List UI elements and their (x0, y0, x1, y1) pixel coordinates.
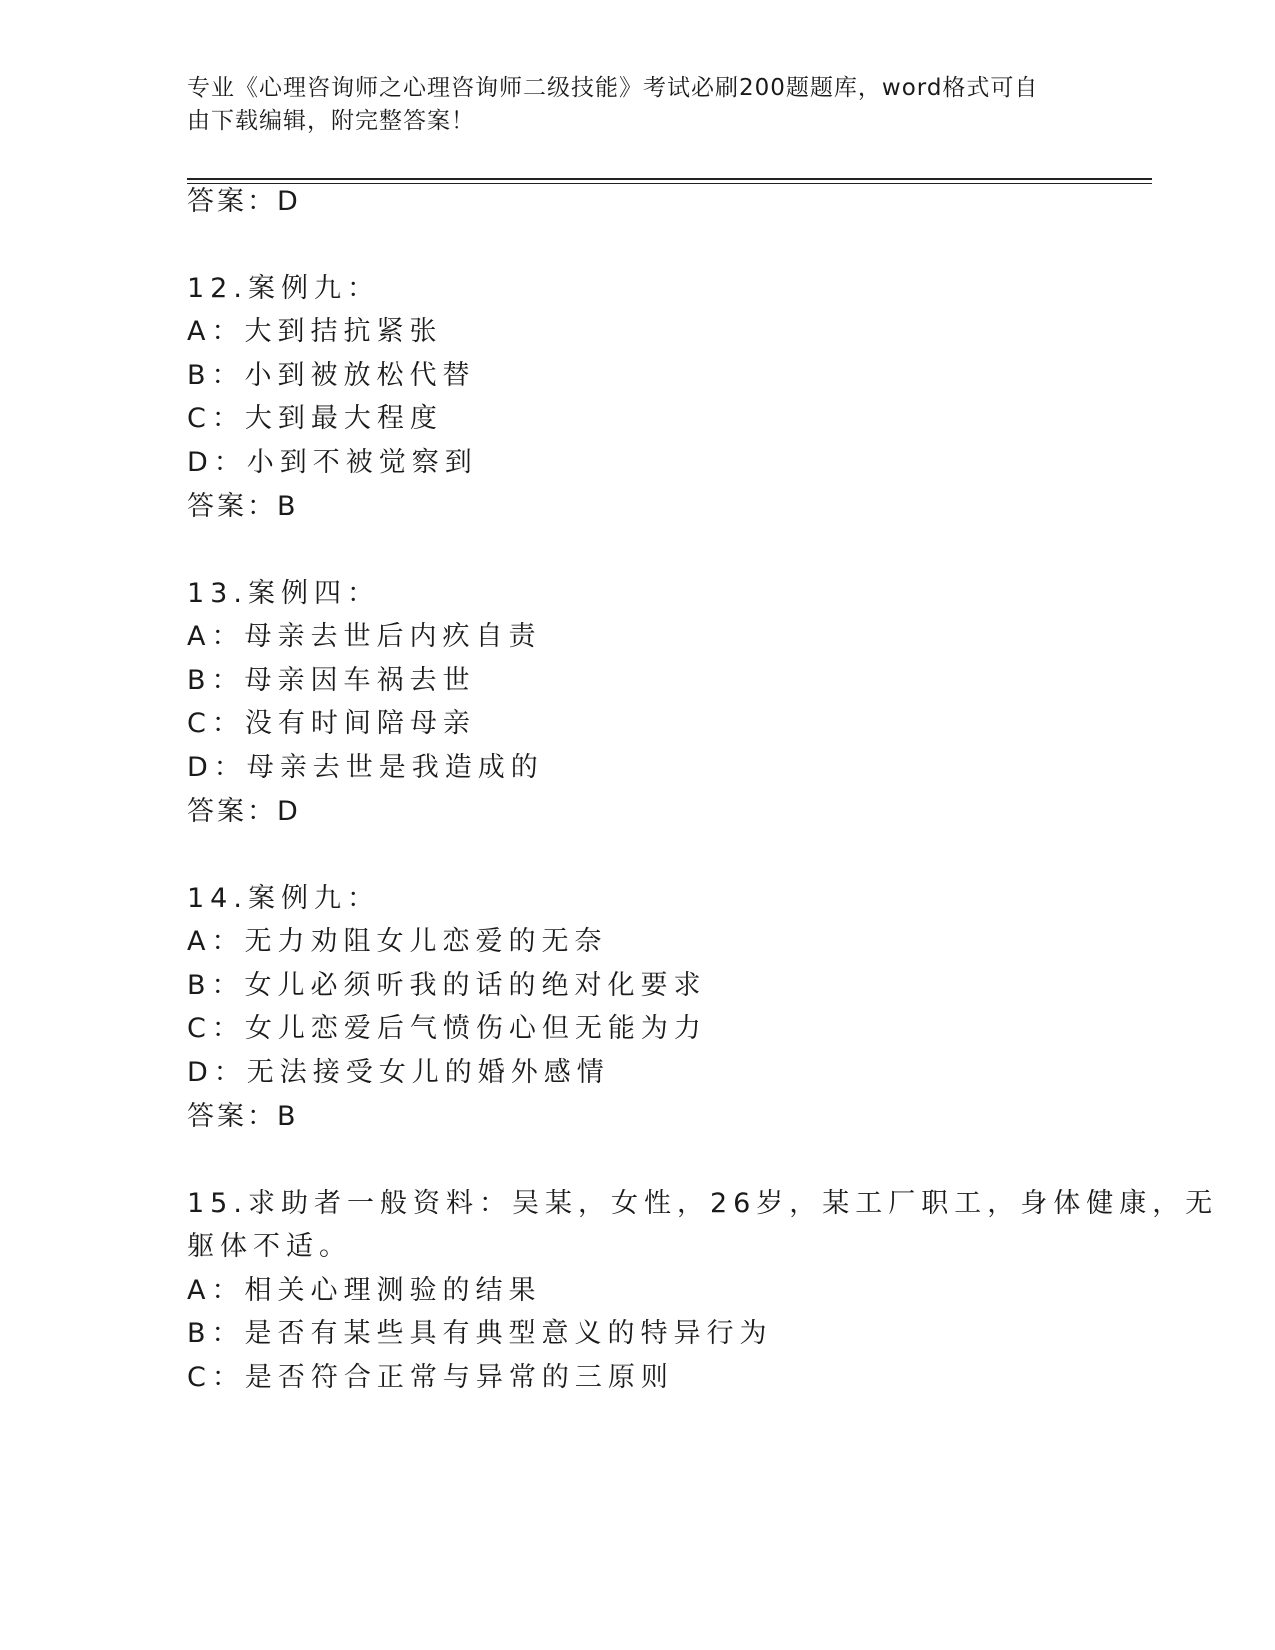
question-12-option-c: C：大到最大程度 (187, 403, 443, 434)
header-line-2: 由下载编辑，附完整答案！ (187, 108, 475, 134)
question-14-stem: 14.案例九： (187, 883, 380, 914)
question-13-stem: 13.案例四： (187, 578, 380, 609)
question-15-option-a: A：相关心理测验的结果 (187, 1275, 542, 1306)
question-12-option-a: A：大到拮抗紧张 (187, 316, 443, 347)
question-15-stem-line-1: 15.求助者一般资料：吴某，女性，26岁，某工厂职工，身体健康，无 (187, 1188, 1219, 1219)
question-15-option-c: C：是否符合正常与异常的三原则 (187, 1362, 674, 1393)
question-12-option-d: D：小到不被觉察到 (187, 447, 478, 478)
question-12-option-b: B：小到被放松代替 (187, 360, 476, 391)
question-13-option-d: D：母亲去世是我造成的 (187, 752, 544, 783)
question-14-answer: 答案：B (187, 1101, 299, 1132)
question-13-option-b: B：母亲因车祸去世 (187, 665, 476, 696)
document-header (187, 72, 1067, 138)
header-line-1: 专业《心理咨询师之心理咨询师二级技能》考试必刷200题题库，word格式可自 (187, 75, 1039, 101)
question-13-option-c: C：没有时间陪母亲 (187, 708, 476, 739)
question-14-option-a: A：无力劝阻女儿恋爱的无奈 (187, 926, 608, 957)
header-divider-thick (187, 178, 1152, 180)
question-12-stem: 12.案例九： (187, 273, 380, 304)
question-14-option-c: C：女儿恋爱后气愤伤心但无能为力 (187, 1013, 707, 1044)
question-14-option-b: B：女儿必须听我的话的绝对化要求 (187, 970, 707, 1001)
header-divider-thin (187, 183, 1152, 184)
question-15-option-b: B：是否有某些具有典型意义的特异行为 (187, 1318, 773, 1349)
answer-line: 答案：D (187, 186, 301, 217)
question-12-answer: 答案：B (187, 491, 299, 522)
question-13-answer: 答案：D (187, 796, 301, 827)
question-15-stem-line-2: 躯体不适。 (187, 1231, 352, 1262)
question-14-option-d: D：无法接受女儿的婚外感情 (187, 1057, 610, 1088)
question-13-option-a: A：母亲去世后内疚自责 (187, 621, 542, 652)
